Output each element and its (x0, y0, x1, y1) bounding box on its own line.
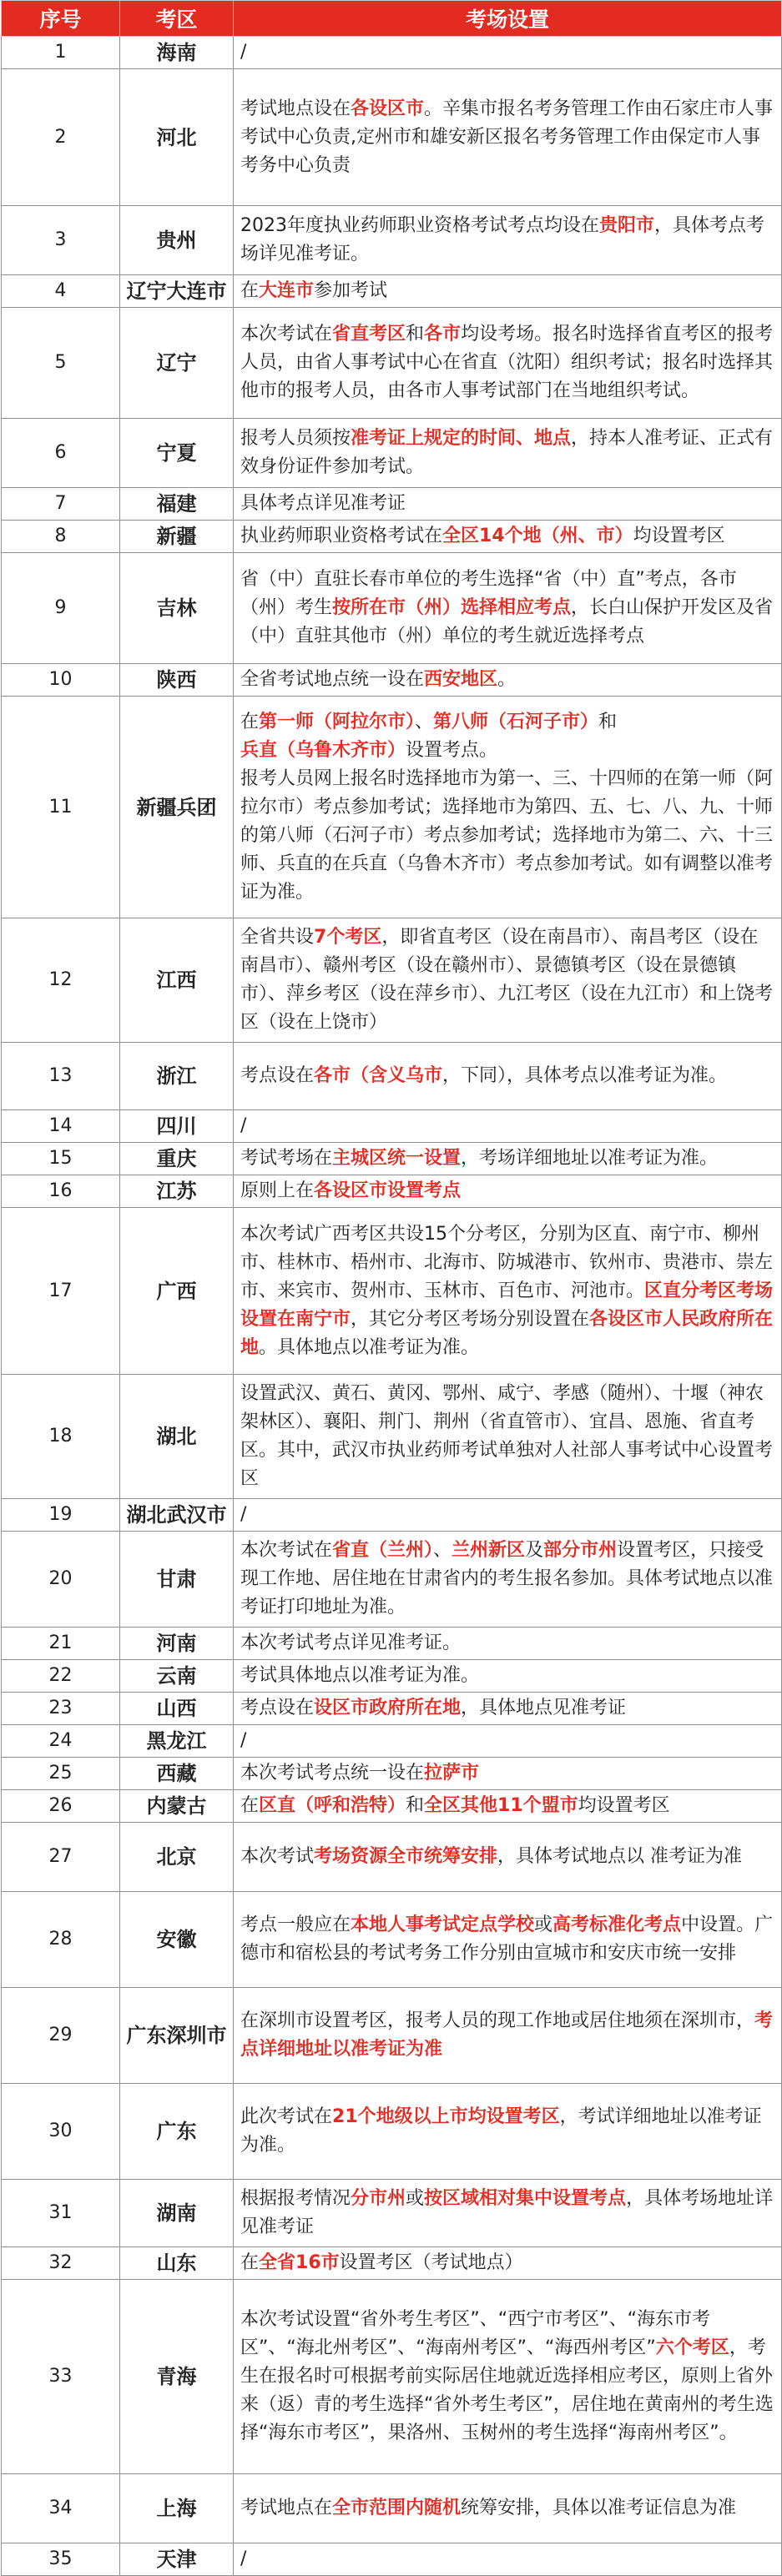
setting-text: 均设置考区 (578, 1795, 670, 1816)
row-setting (234, 1892, 782, 1988)
setting-text: 。辛集市报名考务管理工作由石家庄市人事考试中心负责,定州市和雄安新区报名考务管理工作由保定市人事考务中心负责 (240, 98, 774, 176)
setting-text: 省（中）直驻长春市单位的考生选择“省（中）直”考点，各市（州）考生 (240, 569, 737, 618)
row-setting (234, 1628, 782, 1660)
row-region: 河北 (120, 69, 234, 206)
highlight-text: 全区其他11个盟市 (424, 1795, 578, 1816)
row-region: 湖北武汉市 (120, 1499, 234, 1532)
row-setting (234, 1660, 782, 1693)
table-row (2, 553, 782, 664)
row-region: 山西 (120, 1693, 234, 1725)
setting-text: 本次考试考点统一设在 (240, 1763, 425, 1784)
row-index: 30 (2, 2084, 120, 2180)
row-index: 16 (2, 1175, 120, 1208)
table-row (2, 1375, 782, 1499)
row-region: 重庆 (120, 1143, 234, 1175)
setting-text: 考点一般应在 (240, 1914, 351, 1935)
setting-text: 中设置。广德市和宿松县的考试考务工作分别由宣城市和安庆市统一安排 (240, 1914, 774, 1964)
row-setting (234, 1790, 782, 1823)
table-row (2, 521, 782, 553)
row-setting (234, 697, 782, 918)
setting-header: 考场设置 (234, 1, 782, 37)
setting-text: 、 (415, 711, 434, 732)
table-row (2, 2180, 782, 2247)
row-setting (234, 2247, 782, 2280)
row-setting (234, 206, 782, 275)
table-row (2, 69, 782, 206)
row-region: 安徽 (120, 1892, 234, 1988)
row-setting (234, 37, 782, 69)
setting-text: / (240, 1115, 247, 1136)
row-index: 2 (2, 69, 120, 206)
setting-text: 在 (240, 1795, 260, 1816)
region-header: 考区 (120, 1, 234, 37)
setting-text: 或 (406, 2188, 425, 2209)
row-index: 14 (2, 1110, 120, 1143)
table-row (2, 1499, 782, 1532)
setting-text: 考点设在 (240, 1698, 315, 1718)
row-index: 27 (2, 1823, 120, 1892)
table-row (2, 2474, 782, 2543)
row-index: 15 (2, 1143, 120, 1175)
row-index: 10 (2, 664, 120, 697)
setting-text: 本次考试 (240, 1846, 315, 1867)
highlight-text: 全省16市 (259, 2252, 340, 2273)
row-index: 33 (2, 2280, 120, 2474)
table-row (2, 2247, 782, 2280)
setting-text: ，具体考场地址详见准考证 (240, 2188, 774, 2237)
table-row (2, 1725, 782, 1758)
highlight-text: 各设区市人民政府所在地 (240, 1308, 774, 1358)
row-region: 青海 (120, 2280, 234, 2474)
row-index: 17 (2, 1208, 120, 1375)
setting-text: 考试具体地点以准考证为准。 (240, 1665, 480, 1686)
table-row (2, 2280, 782, 2474)
row-setting (234, 69, 782, 206)
setting-text: 本次考试广西考区共设15个分考区，分别为区直、南宁市、柳州市、桂林市、梧州市、北海市、防城港市、钦州市、贵港市、崇左市、来宾市、贺州市、玉林市、百色市、河池市。 (240, 1223, 774, 1301)
table-row (2, 697, 782, 918)
row-setting (234, 1110, 782, 1143)
row-setting (234, 1988, 782, 2084)
setting-text: 本次考试考点详见准考证。 (240, 1633, 462, 1653)
row-region: 吉林 (120, 553, 234, 664)
row-index: 25 (2, 1758, 120, 1790)
highlight-text: 考点详细地址以准考证为准 (240, 2010, 774, 2060)
table-row (2, 1660, 782, 1693)
setting-text: ，具体地点见准考证 (461, 1698, 627, 1718)
table-row (2, 1208, 782, 1375)
setting-text: ，具体考试地点以 准考证为准 (497, 1846, 743, 1867)
highlight-text: 各设区市设置考点 (314, 1180, 462, 1201)
table-row (2, 918, 782, 1043)
row-region: 福建 (120, 488, 234, 521)
row-region: 新疆 (120, 521, 234, 553)
setting-text: ，考试详细地址以准考证为准。 (240, 2106, 762, 2156)
row-setting (234, 2084, 782, 2180)
row-region: 四川 (120, 1110, 234, 1143)
setting-text: 。 (497, 669, 517, 690)
row-index: 24 (2, 1725, 120, 1758)
table-row (2, 2084, 782, 2180)
row-region: 广东 (120, 2084, 234, 2180)
row-setting (234, 553, 782, 664)
row-setting (234, 1532, 782, 1628)
row-region: 山东 (120, 2247, 234, 2280)
row-setting (234, 1499, 782, 1532)
table-row (2, 275, 782, 308)
highlight-text: 兰州新区 (452, 1540, 526, 1561)
table-row (2, 488, 782, 521)
setting-text: 、 (433, 1540, 452, 1561)
row-index: 12 (2, 918, 120, 1043)
row-index: 23 (2, 1693, 120, 1725)
row-setting (234, 521, 782, 553)
row-index: 6 (2, 419, 120, 488)
row-region: 北京 (120, 1823, 234, 1892)
setting-text: 在 (240, 2252, 260, 2273)
row-region: 湖南 (120, 2180, 234, 2247)
table-row (2, 308, 782, 419)
setting-text: 设置考点。 (406, 739, 498, 761)
highlight-text: 设区市政府所在地 (314, 1698, 462, 1718)
row-setting (234, 2543, 782, 2576)
highlight-text: 准考证上规定的时间、地点 (351, 428, 572, 449)
setting-text: ，长白山保护开发区及省（中）直驻其他市（州）单位的考生就近选择考点 (240, 597, 774, 647)
row-index: 32 (2, 2247, 120, 2280)
table-row (2, 1988, 782, 2084)
highlight-text: 省直考区 (332, 324, 406, 345)
row-region: 海南 (120, 37, 234, 69)
setting-text: 及 (525, 1540, 544, 1561)
row-setting (234, 1725, 782, 1758)
index-header: 序号 (2, 1, 120, 37)
setting-text: 原则上在 (240, 1180, 315, 1201)
row-index: 3 (2, 206, 120, 275)
table-row (2, 1892, 782, 1988)
highlight-text: 本地人事考试定点学校 (351, 1914, 535, 1935)
setting-text: 在 (240, 711, 260, 732)
setting-text: 2023年度执业药师职业资格考试考点均设在 (240, 215, 599, 236)
row-region: 天津 (120, 2543, 234, 2576)
setting-text: 设置考区（考试地点） (339, 2252, 523, 2273)
row-setting (234, 308, 782, 419)
row-setting (234, 2474, 782, 2543)
row-index: 34 (2, 2474, 120, 2543)
table-row (2, 37, 782, 69)
row-index: 28 (2, 1892, 120, 1988)
setting-text: 考点设在 (240, 1065, 315, 1086)
setting-text: 和 (406, 324, 425, 345)
row-region: 新疆兵团 (120, 697, 234, 918)
table-row (2, 1823, 782, 1892)
setting-text: 全省共设 (240, 927, 315, 948)
setting-text: 本次考试在 (240, 1540, 333, 1561)
row-index: 9 (2, 553, 120, 664)
row-region: 内蒙古 (120, 1790, 234, 1823)
row-setting (234, 664, 782, 697)
row-region: 上海 (120, 2474, 234, 2543)
row-setting (234, 1823, 782, 1892)
setting-text: 报考人员须按 (240, 428, 351, 449)
setting-text: 或 (534, 1914, 553, 1935)
highlight-text: 全区14个地（州、市） (442, 526, 633, 546)
highlight-text: 部分市州 (543, 1540, 618, 1561)
setting-text: 在 (240, 280, 260, 301)
table-row (2, 664, 782, 697)
setting-text: 执业药师职业资格考试在 (240, 526, 443, 546)
setting-text: 此次考试在 (240, 2106, 333, 2127)
highlight-text: 贵阳市 (599, 215, 655, 236)
highlight-text: 区直分考区考场设置在 (240, 1280, 774, 1330)
row-index: 18 (2, 1375, 120, 1499)
setting-text: ，具体考点考场详见准考证。 (240, 215, 765, 264)
setting-text: 设置考区，只接受现工作地、居住地在甘肃省内的考生报名参加。具体考试地点以准考证打印地址为准。 (240, 1540, 774, 1618)
setting-text: 和 (598, 711, 618, 732)
highlight-text: 各设区市 (351, 98, 425, 119)
table-row (2, 419, 782, 488)
row-index: 8 (2, 521, 120, 553)
row-setting (234, 488, 782, 521)
row-setting (234, 2180, 782, 2247)
highlight-text: 南宁市 (295, 1308, 351, 1330)
row-setting (234, 2280, 782, 2474)
highlight-text: 高考标准化考点 (552, 1914, 682, 1935)
row-region: 甘肃 (120, 1532, 234, 1628)
row-region: 宁夏 (120, 419, 234, 488)
row-setting (234, 275, 782, 308)
row-region: 黑龙江 (120, 1725, 234, 1758)
highlight-text: 主城区统一设置 (332, 1148, 462, 1169)
setting-text: 报考人员网上报名时选择地市为第一、三、十四师的在第一师（阿拉尔市）考点参加考试；选择地市为第四、五、七、八、九、十师的第八师（石河子市）考点参加考试；选择地市为第二、六、十三师、兵直的在兵直（乌鲁木齐市）考点参加考试。如有调整以准考证为准。 (240, 767, 774, 903)
setting-text: 参加考试 (314, 280, 388, 301)
highlight-text: 省直（兰州） (332, 1540, 434, 1561)
setting-text: 根据报考情况 (240, 2188, 351, 2209)
row-setting (234, 1043, 782, 1110)
highlight-text: 按所在市（州）选择相应考点 (332, 597, 572, 618)
table-row (2, 206, 782, 275)
row-index: 21 (2, 1628, 120, 1660)
highlight-text: 按区域相对集中设置考点 (424, 2188, 627, 2209)
row-region: 辽宁 (120, 308, 234, 419)
row-index: 35 (2, 2543, 120, 2576)
row-region: 云南 (120, 1660, 234, 1693)
highlight-text: 21个地级以上市均设置考区 (332, 2106, 560, 2127)
setting-text: 均设考场。报名时选择省直考区的报考人员，由省人事考试中心在省直（沈阳）组织考试；报名时选择其他市的报考人员，由各市人事考试部门在当地组织考试。 (240, 324, 774, 401)
row-region: 陕西 (120, 664, 234, 697)
table-row (2, 1043, 782, 1110)
table-row (2, 1758, 782, 1790)
highlight-text: 拉萨市 (424, 1763, 480, 1784)
setting-text: 考试考场在 (240, 1148, 333, 1169)
row-region: 西藏 (120, 1758, 234, 1790)
table-row (2, 1790, 782, 1823)
highlight-text: 第八师（石河子市） (433, 711, 599, 732)
row-index: 7 (2, 488, 120, 521)
setting-text: / (240, 2548, 247, 2569)
row-region: 浙江 (120, 1043, 234, 1110)
setting-text: 全省考试地点统一设在 (240, 669, 425, 690)
row-index: 29 (2, 1988, 120, 2084)
highlight-text: 区直（呼和浩特） (259, 1795, 406, 1816)
highlight-text: 第一师（阿拉尔市） (259, 711, 416, 732)
setting-text: / (240, 1730, 247, 1751)
row-index: 5 (2, 308, 120, 419)
row-index: 11 (2, 697, 120, 918)
setting-text: 在深圳市设置考区，报考人员的现工作地或居住地须在深圳市， (240, 2010, 755, 2031)
row-setting (234, 918, 782, 1043)
row-region: 江西 (120, 918, 234, 1043)
highlight-text: 考场资源全市统筹安排 (314, 1846, 498, 1867)
setting-text: 和 (406, 1795, 425, 1816)
highlight-text: 各市（含义乌市 (314, 1065, 443, 1086)
table-row (2, 1175, 782, 1208)
row-region: 河南 (120, 1628, 234, 1660)
row-setting (234, 419, 782, 488)
highlight-text: 全市范围内随机 (332, 2498, 462, 2518)
setting-text: 具体考点详见准考证 (240, 493, 406, 514)
row-setting (234, 1693, 782, 1725)
row-index: 20 (2, 1532, 120, 1628)
setting-text: ，考场详细地址以准考证为准。 (461, 1148, 719, 1169)
setting-text: ，持本人准考证、正式有效身份证件参加考试。 (240, 428, 774, 477)
row-region: 贵州 (120, 206, 234, 275)
setting-text: ，下同），具体考点以准考证为准。 (442, 1065, 728, 1086)
setting-text: 本次考试在 (240, 324, 333, 345)
table-row (2, 1532, 782, 1628)
setting-text: 考试地点在 (240, 2498, 333, 2518)
setting-text: 均设置考区 (633, 526, 725, 546)
setting-text: 考试地点设在 (240, 98, 351, 119)
setting-text: 设置武汉、黄石、黄冈、鄂州、咸宁、孝感（随州）、十堰（神农架林区）、襄阳、荆门、荆州（省直管市）、宜昌、恩施、省直考区。其中，武汉市执业药师考试单独对人社部人事考试中心设置考区 (240, 1383, 774, 1489)
highlight-text: 六个考区 (655, 2337, 729, 2358)
row-setting (234, 1208, 782, 1375)
row-region: 湖北 (120, 1375, 234, 1499)
highlight-text: 各市 (424, 324, 462, 345)
row-index: 26 (2, 1790, 120, 1823)
table-row (2, 1110, 782, 1143)
row-index: 19 (2, 1499, 120, 1532)
exam-site-table (1, 0, 782, 2576)
row-index: 31 (2, 2180, 120, 2247)
row-region: 江苏 (120, 1175, 234, 1208)
row-index: 1 (2, 37, 120, 69)
setting-text: ，考生在报名时可根据考前实际居住地就近选择相应考区，原则上省外来（返）青的考生选择“省外考生考区”，居住地在黄南州的考生选择“海东市考区”，果洛州、玉树州的考生选择“海南州考区”。 (240, 2337, 774, 2443)
setting-text: 统筹安排，具体以准考证信息为准 (461, 2498, 737, 2518)
table-row (2, 2543, 782, 2576)
setting-text: / (240, 1504, 247, 1525)
row-index: 13 (2, 1043, 120, 1110)
table-header-row (2, 1, 782, 37)
row-setting (234, 1758, 782, 1790)
setting-text: / (240, 42, 247, 63)
highlight-text: 大连市 (259, 280, 315, 301)
setting-text: ，其它分考区考场分别设置在 (351, 1308, 590, 1330)
row-index: 22 (2, 1660, 120, 1693)
highlight-text: 7个考区 (314, 927, 382, 948)
setting-text: 本次考试设置“省外考生考区”、“西宁市考区”、“海东市考区”、“海北州考区”、“海南州考区”、“海西州考区” (240, 2309, 710, 2358)
table-row (2, 1143, 782, 1175)
row-region: 辽宁大连市 (120, 275, 234, 308)
row-region: 广东深圳市 (120, 1988, 234, 2084)
table-row (2, 1693, 782, 1725)
highlight-text: 分市州 (351, 2188, 406, 2209)
highlight-text: 西安地区 (424, 669, 498, 690)
highlight-text: 兵直（乌鲁木齐市） (240, 739, 406, 761)
row-setting (234, 1375, 782, 1499)
row-setting (234, 1143, 782, 1175)
setting-text: ，即省直考区（设在南昌市）、南昌考区（设在南昌市）、赣州考区（设在赣州市）、景德镇考区（设在景德镇市）、萍乡考区（设在萍乡市）、九江考区（设在九江市）和上饶考区（设在上饶市） (240, 927, 774, 1033)
table-row (2, 1628, 782, 1660)
table-body (2, 37, 782, 2576)
setting-text: 。具体地点以准考证为准。 (259, 1336, 480, 1358)
row-region: 广西 (120, 1208, 234, 1375)
row-setting (234, 1175, 782, 1208)
row-index: 4 (2, 275, 120, 308)
